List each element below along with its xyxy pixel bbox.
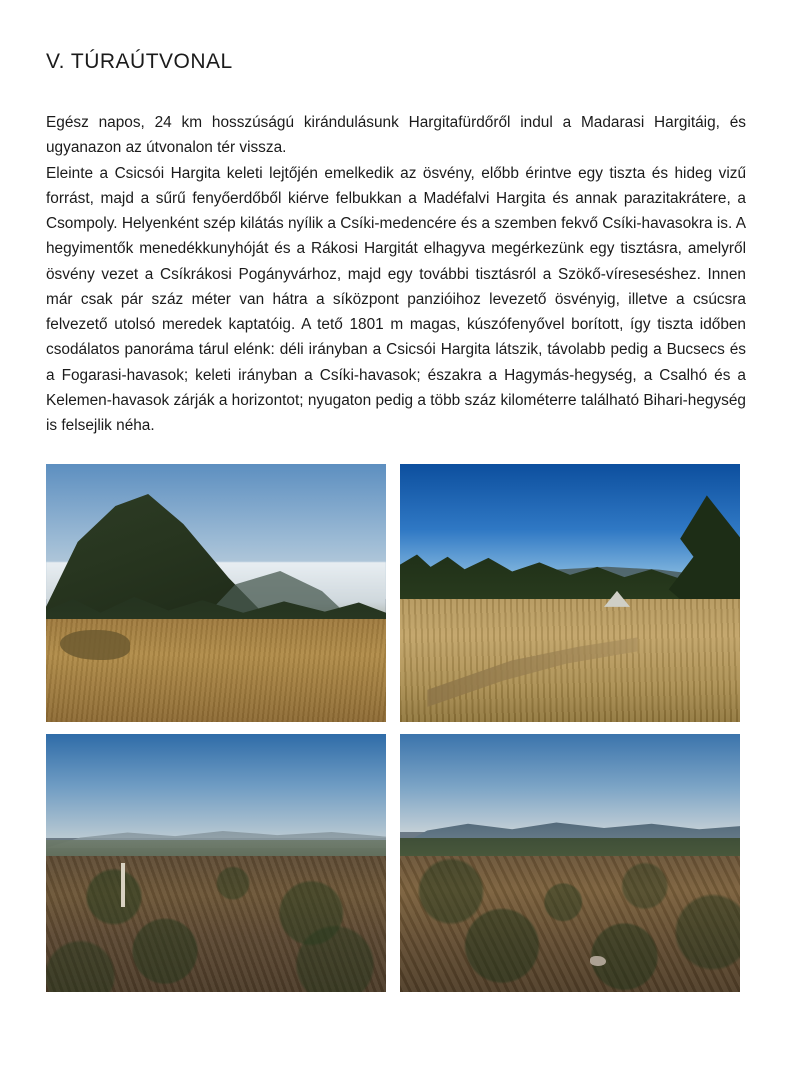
body-text — [46, 110, 746, 438]
photo-meadow-tent — [400, 464, 740, 722]
sky-region — [400, 734, 740, 832]
photo-plateau-range — [400, 734, 740, 992]
photo-ridge-cloudsea — [46, 464, 386, 722]
plateau-region — [400, 856, 740, 993]
trail-marker-post — [121, 863, 125, 907]
photo-summit-plateau — [46, 734, 386, 992]
sky-region — [46, 734, 386, 837]
photo-gallery — [46, 464, 746, 992]
paragraph-route-description: Eleinte a Csicsói Hargita keleti lejtőjén emelkedik az ösvény, előbb érintve egy tiszta és hideg vizű forrást, majd a sűrű fenyőerdőből kiérve felbukkan a Madéfalvi Hargita és annak parazitakrátere, a Csompoly. Helyenként szép kilátás nyílik a Csíki-medencére és a szemben fekvő Csíki-havasokra is. A hegyimentők menedékkunyhóját és a Rákosi Hargitát elhagyva megérkezünk egy tisztásra, amelyről ösvény vezet a Csíkrákosi Pogányvárhoz, majd egy további tisztásról a Szökő-víreseséshez. Innen már csak pár száz méter van hátra a síközpont panzióihoz levezető ösvényig, illetve a csúcsra felvezető utolsó meredek kaptatóig. A tető 1801 m magas, kúszófenyővel borított, így tiszta időben csodálatos panoráma tárul elénk: déli irányban a Csicsói Hargita látszik, távolabb pedig a Bucsecs és a Fogarasi-havasok; keleti irányban a Csíki-havasok; északra a Hagymás-hegység, a Csalhó és a Kelemen-havasok zárják a horizontot; nyugaton pedig a több száz kilométerre található Bihari-hegység is felsejlik néha. — [46, 164, 746, 435]
shrub — [60, 630, 130, 660]
plateau-region — [46, 856, 386, 993]
paragraph-intro: Egész napos, 24 km hosszúságú kirándulásunk Hargitafürdőről indul a Madarasi Hargitáig, és ugyanazon az útvonalon tér vissza. — [46, 114, 746, 157]
page-title: V. TÚRAÚTVONAL — [46, 50, 233, 73]
